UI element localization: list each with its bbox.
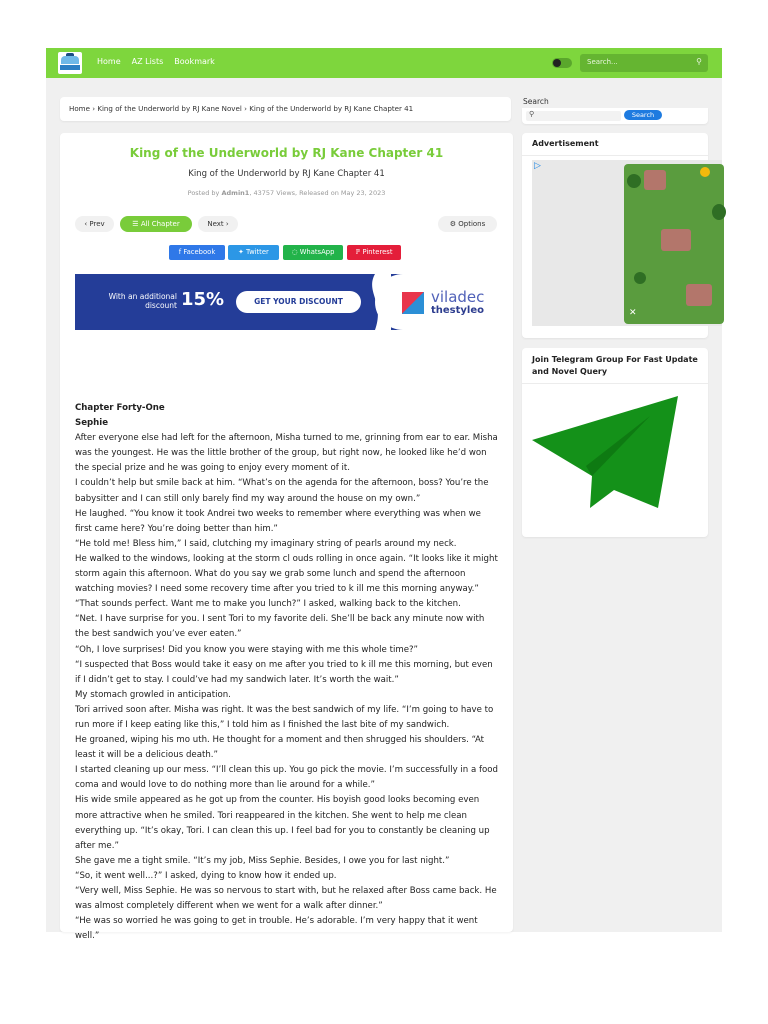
whatsapp-icon: ◌	[291, 248, 298, 256]
all-chapter-label: All Chapter	[140, 220, 180, 228]
story-paragraph: “He told me! Bless him,” I said, clutching my imaginary string of pearls around my neck.	[75, 538, 457, 549]
tree-shape	[712, 204, 726, 220]
search-icon[interactable]: ⚲	[696, 57, 702, 66]
prev-chapter-button[interactable]: ‹ Prev	[75, 216, 114, 232]
breadcrumb: Home › King of the Underworld by RJ Kane Novel › King of the Underworld by RJ Kane Chapter 41	[60, 97, 511, 121]
chapter-card	[60, 133, 513, 942]
chapter-heading: Sephie	[75, 418, 109, 429]
facebook-icon: f	[178, 248, 182, 256]
chapter-title: King of the Underworld by RJ Kane Chapter 41	[129, 146, 444, 160]
story-paragraph: He laughed. “You know it took Andrei two weeks to remember where everything was when we first came here? You’re doing better than him.”	[75, 508, 481, 534]
search-icon: ⚲	[529, 110, 535, 118]
story-paragraph: “That sounds perfect. Want me to make you lunch?” I asked, walking back to the kitchen.	[75, 599, 461, 610]
chapter-heading: Chapter Forty-One	[75, 403, 165, 413]
ad-line1: With an additional	[108, 292, 177, 301]
options-label: Options	[458, 220, 486, 228]
share-whatsapp-label: WhatsApp	[299, 248, 335, 256]
sidebar-search-button[interactable]: Search	[624, 110, 662, 120]
story-paragraph: “Oh, I love surprises! Did you know you were staying with me this whole time?”	[75, 644, 418, 655]
ad-line2: discount	[145, 301, 177, 310]
share-twitter-label: Twitter	[246, 248, 269, 256]
story-paragraph: He walked to the windows, looking at the storm cl ouds rolling in once again. “It looks like it might storm again this afternoon. What do you say we grab some lunch and spend the afternoon watching movies? I need some recovery time after you tried to k ill me this morning anyway.”	[75, 553, 498, 595]
breadcrumb-home[interactable]: Home	[69, 104, 90, 113]
share-whatsapp-button[interactable]	[283, 245, 343, 260]
sidebar-search-input[interactable]	[526, 111, 621, 121]
pinterest-icon: ℙ	[355, 248, 361, 256]
telegram-icon[interactable]	[532, 386, 682, 508]
share-pinterest-label: Pinterest	[362, 248, 393, 256]
ad-game-preview	[624, 164, 724, 324]
share-facebook-button[interactable]	[169, 245, 225, 260]
options-button[interactable]	[438, 216, 497, 232]
ad-brand-tagline: thestyleo	[431, 305, 485, 316]
author-link[interactable]: Admin1	[221, 189, 250, 197]
mute-icon[interactable]: ✕	[629, 308, 637, 318]
story-paragraph: “So, it went well...?” I asked, dying to know how it ended up.	[75, 870, 337, 881]
meta-prefix: Posted by	[187, 189, 222, 197]
top-navbar	[46, 48, 722, 78]
next-chapter-button[interactable]: Next ›	[198, 216, 238, 232]
story-paragraph: “He was so worried he was going to get in trouble. He’s adorable. I’m very happy that it went well.”	[75, 916, 478, 942]
page-frame	[46, 48, 722, 942]
advertisement-heading: Advertisement	[532, 139, 599, 148]
dark-mode-toggle[interactable]	[552, 58, 572, 68]
all-chapter-button[interactable]	[120, 216, 192, 232]
header-search-placeholder: Search...	[587, 58, 618, 66]
ad-brand-name: viladec	[431, 288, 485, 306]
main-nav	[97, 57, 215, 66]
chapter-subtitle: King of the Underworld by RJ Kane Chapter 41	[188, 169, 385, 179]
sidebar-search-label: Search	[523, 97, 549, 106]
rock-shape	[686, 284, 712, 306]
breadcrumb-chapter: King of the Underworld by RJ Kane Chapter 41	[249, 104, 414, 113]
nav-az-lists-link[interactable]: AZ Lists	[131, 57, 164, 66]
brand-logo-icon	[402, 292, 424, 314]
nav-bookmark-link[interactable]: Bookmark	[174, 57, 215, 66]
telegram-heading[interactable]: Join Telegram Group For Fast Update and Novel Query	[532, 355, 698, 376]
share-twitter-button[interactable]	[228, 245, 279, 260]
story-paragraph: She gave me a tight smile. “It’s my job, Miss Sephie. Besides, I owe you for last night.”	[75, 855, 450, 866]
story-paragraph: He groaned, wiping his mo uth. He thought for a moment and then shrugged his shoulders. “At least it will be a delicious death.”	[75, 735, 485, 761]
share-pinterest-button[interactable]	[347, 245, 401, 260]
story-paragraph: “Net. I have surprise for you. I sent Tori to my favorite deli. She’ll be back any minute now with the best sandwich you’ve ever eaten.”	[75, 614, 485, 640]
ad-percent: 15%	[181, 289, 225, 310]
telegram-widget	[522, 348, 708, 537]
chapter-text	[75, 401, 500, 944]
breadcrumb-novel[interactable]: King of the Underworld by RJ Kane Novel	[97, 104, 242, 113]
story-paragraph: I started cleaning up our mess. “I’ll clean this up. You go pick the movie. I’m successfully in a food coma and would love to do nothing more than lie around for a while.”	[75, 765, 498, 791]
coin-icon	[700, 167, 710, 177]
nav-home-link[interactable]: Home	[97, 57, 121, 66]
share-facebook-label: Facebook	[183, 248, 216, 256]
story-paragraph: My stomach growled in anticipation.	[75, 689, 231, 700]
meta-suffix: , 43757 Views, Released on May 23, 2023	[249, 189, 386, 197]
widget-divider	[522, 155, 708, 156]
video-advertisement[interactable]	[532, 160, 722, 326]
tree-shape	[627, 174, 641, 188]
story-paragraph: After everyone else had left for the afternoon, Misha turned to me, grinning from ear to ear. Misha was the youngest. He was the little brother of the group, but right now, he looked like he’d won the special prize and he was going to enjoy every moment of it.	[75, 433, 498, 474]
rock-shape	[644, 170, 666, 190]
story-paragraph: I couldn’t help but smile back at him. “What’s on the agenda for the afternoon, boss? You’re the babysitter and I can still only barely find my way around the house on my own.”	[75, 478, 489, 504]
ad-text	[99, 292, 177, 310]
advertisement-widget	[522, 133, 708, 338]
toggle-knob	[553, 59, 561, 67]
gear-icon: ⚙	[449, 220, 457, 228]
story-paragraph: His wide smile appeared as he got up from the counter. His boyish good looks becoming even more attractive when he smiled. Tori reappeared in the kitchen. She went to help me clean everything up. “It’s okay, Tori. I can clean this up. I feel bad for you to constantly be cleaning up after me.”	[75, 795, 490, 851]
rock-shape	[661, 229, 691, 251]
chapter-meta	[60, 189, 513, 197]
widget-divider	[522, 383, 708, 384]
site-logo[interactable]	[58, 52, 82, 74]
story-paragraph: “Very well, Miss Sephie. He was so nervous to start with, but he relaxed after Boss came back. He was almost completely different when we went for a walk after dinner.”	[75, 886, 497, 912]
twitter-icon: ✦	[238, 248, 244, 256]
header-search-input[interactable]	[580, 54, 708, 72]
list-icon: ☰	[132, 220, 139, 228]
banner-advertisement[interactable]	[75, 274, 497, 330]
story-paragraph: “I suspected that Boss would take it easy on me after you tried to k ill me this morning, but even if I didn’t get to stay. I could’ve had my sandwich later. It’s worth the wait.”	[75, 659, 493, 685]
tree-shape	[634, 272, 646, 284]
adchoices-icon[interactable]: ▷	[534, 161, 541, 171]
story-paragraph: Tori arrived soon after. Misha was right. It was the best sandwich of my life. “I’m going to have to run more if I keep eating like this,” I told him as I finished the last bite of my sandwich.	[75, 704, 494, 730]
ad-cta-button[interactable]: GET YOUR DISCOUNT	[236, 291, 361, 313]
